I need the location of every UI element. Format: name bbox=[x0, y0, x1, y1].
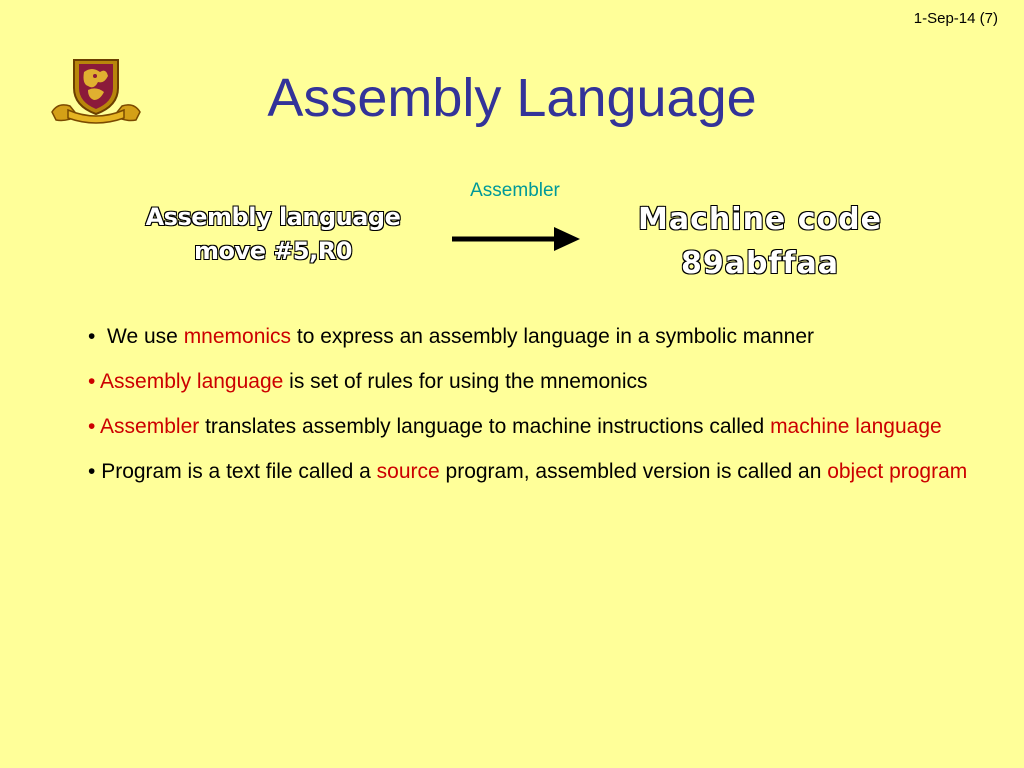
bullet-marker: • bbox=[88, 415, 96, 438]
machine-code-example: 89abffaa bbox=[680, 246, 840, 281]
bullet-marker: • bbox=[88, 460, 96, 483]
assembly-language-heading: Assembly language bbox=[145, 203, 401, 231]
bullet-item bbox=[88, 367, 968, 396]
bullet-text: to express an assembly language in a symbolic manner bbox=[291, 325, 815, 348]
highlight-term: Assembly language bbox=[100, 370, 284, 393]
bullet-list bbox=[88, 322, 968, 502]
machine-code-box bbox=[590, 198, 930, 286]
assembly-code-example: move #5,R0 bbox=[194, 237, 352, 265]
highlight-term: object program bbox=[827, 460, 968, 483]
bullet-text: Program is a text file called a bbox=[101, 460, 377, 483]
bullet-text: is set of rules for using the mnemonics bbox=[283, 370, 648, 393]
slide-title: Assembly Language bbox=[267, 68, 757, 128]
bullet-item bbox=[88, 322, 968, 351]
bullet-text: translates assembly language to machine instructions called bbox=[199, 415, 771, 438]
bullet-marker: • bbox=[88, 370, 96, 393]
slide-number: 1-Sep-14 (7) bbox=[913, 10, 998, 27]
assembler-arrow-label: Assembler bbox=[470, 180, 560, 201]
assembly-language-box bbox=[110, 200, 436, 268]
bullet-item bbox=[88, 412, 968, 441]
bullet-text: We use bbox=[107, 325, 184, 348]
machine-code-heading: Machine code bbox=[638, 202, 882, 237]
highlight-term: machine language bbox=[770, 415, 942, 438]
highlight-term: source bbox=[376, 460, 440, 483]
bullet-marker: • bbox=[88, 325, 96, 348]
right-arrow-icon bbox=[452, 224, 582, 254]
bullet-item bbox=[88, 457, 968, 486]
bullet-text: program, assembled version is called an bbox=[439, 460, 828, 483]
highlight-term: Assembler bbox=[100, 415, 200, 438]
highlight-term: mnemonics bbox=[183, 325, 292, 348]
